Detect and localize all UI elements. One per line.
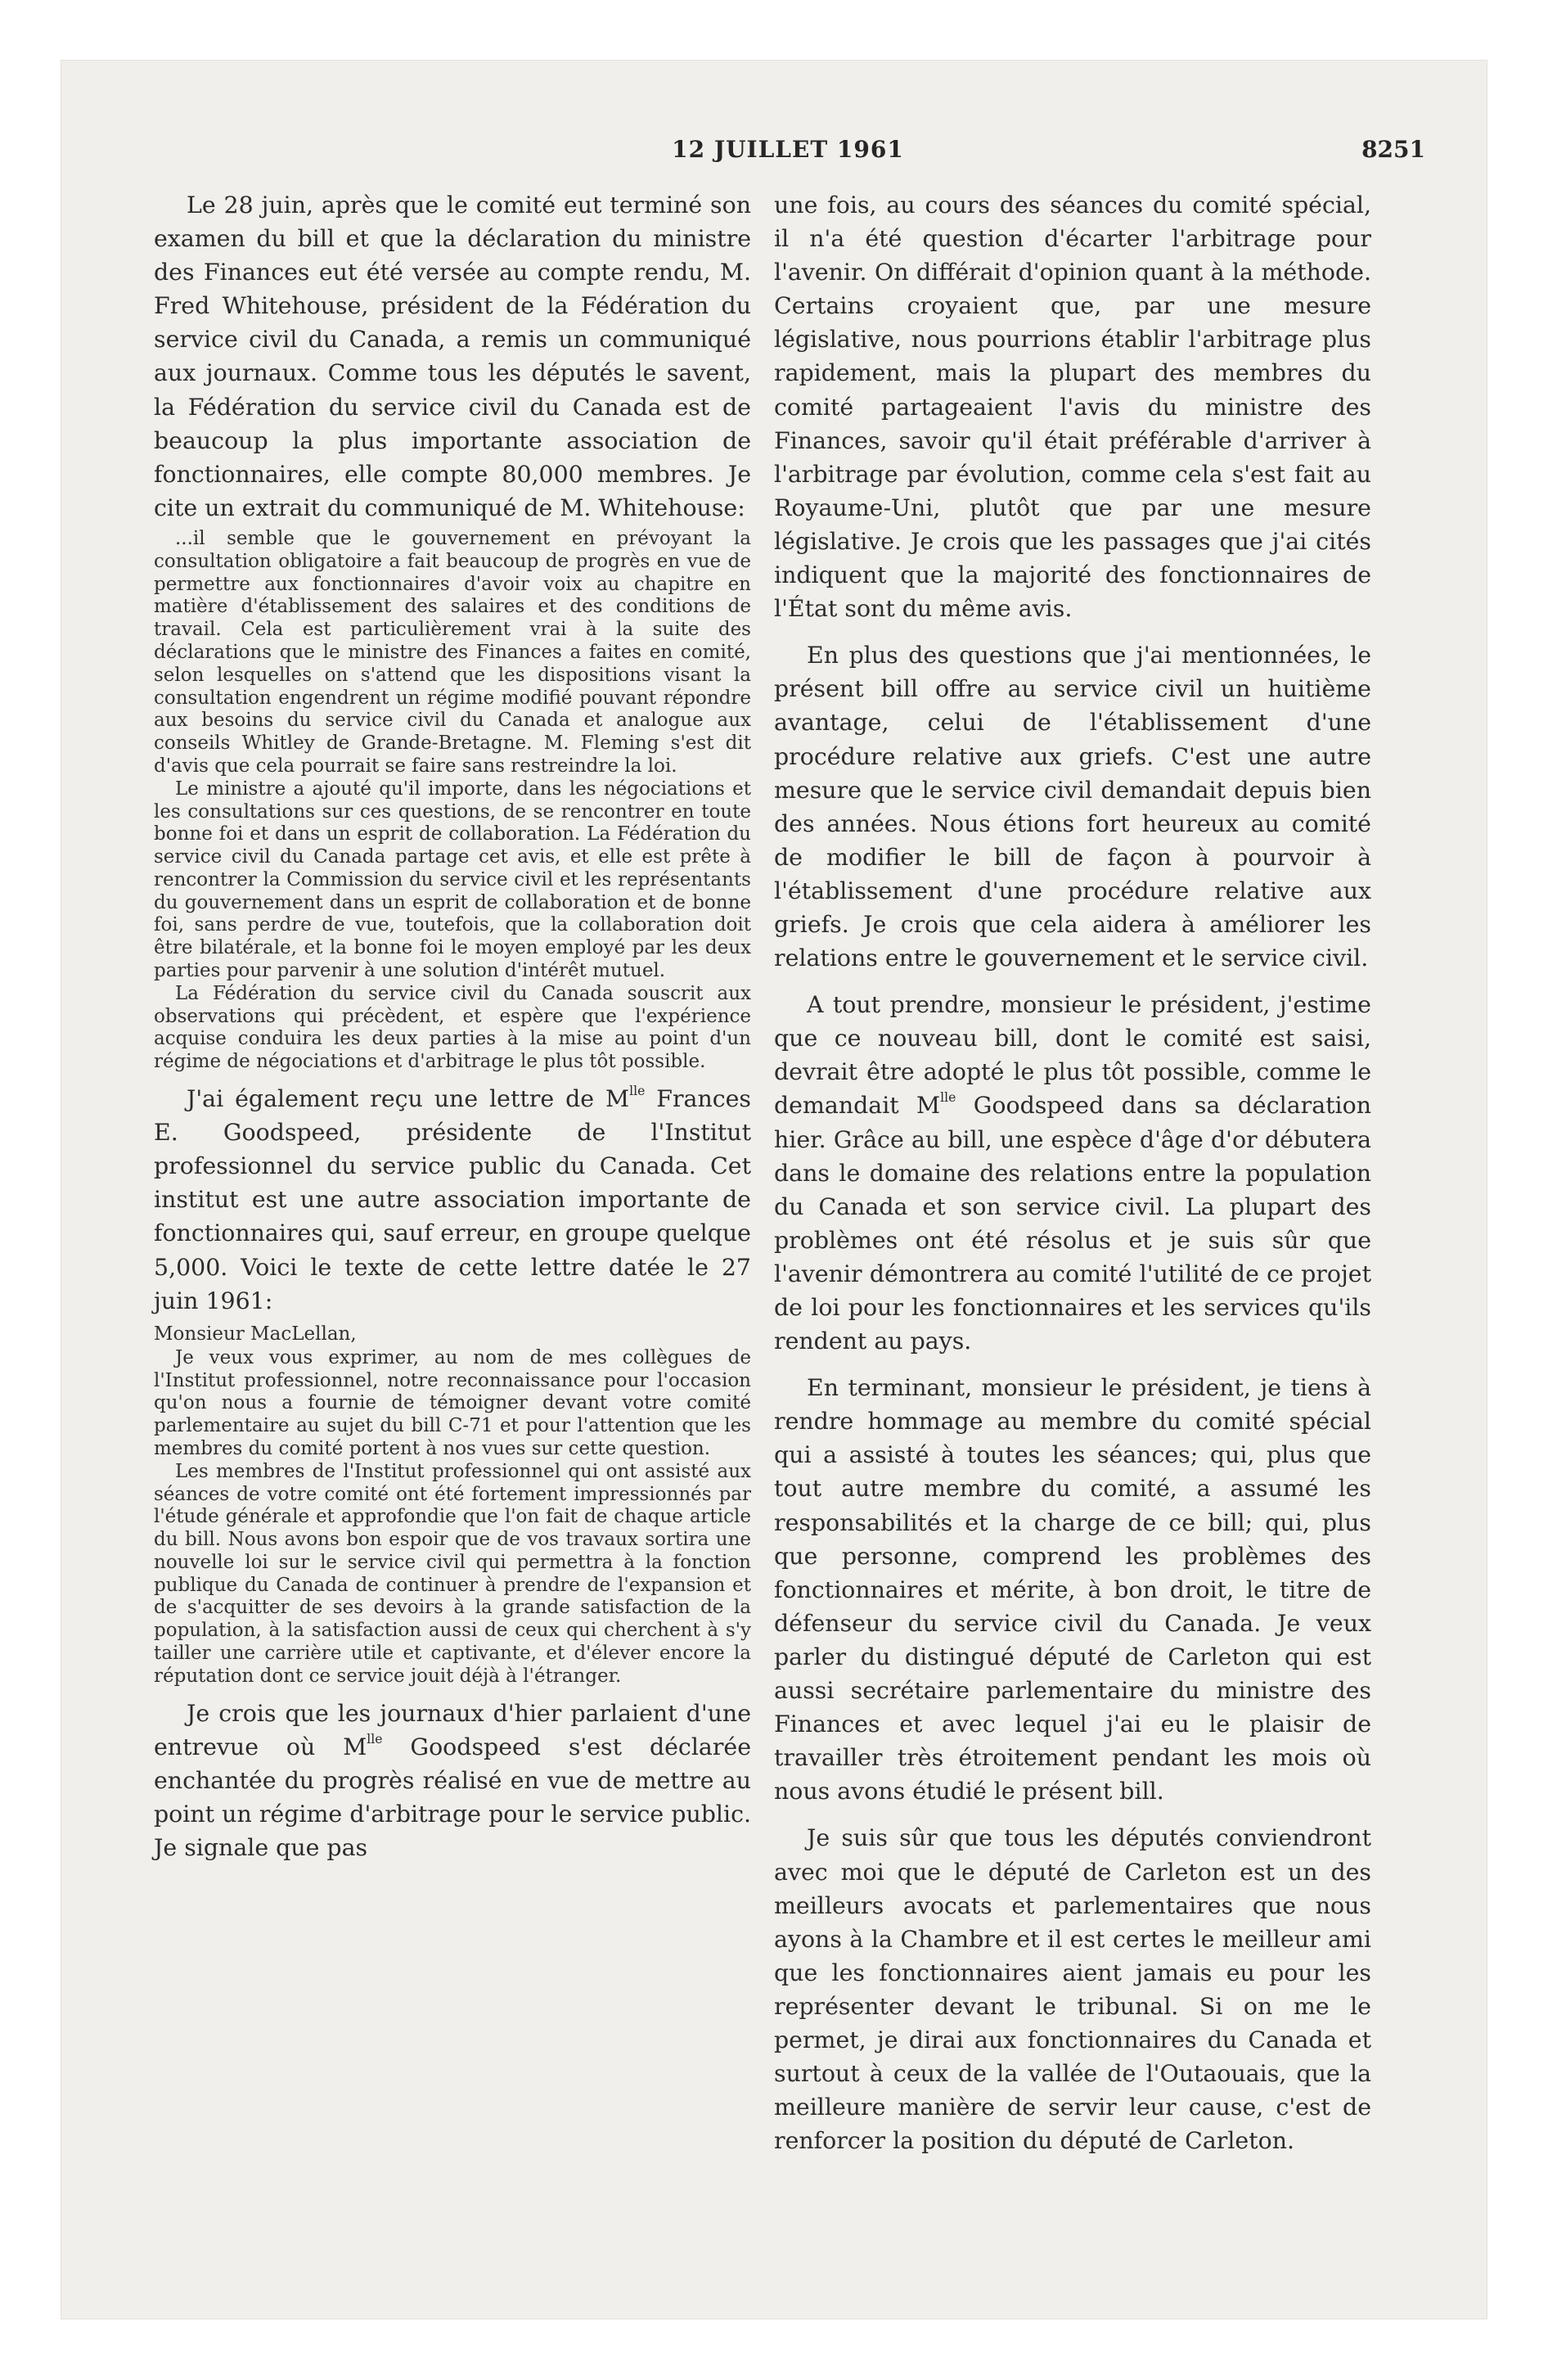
quoted-paragraph: La Fédération du service civil du Canada souscrit aux observations qui précèdent, et espère que l'expérience acquise conduira les deux parties à la mise au point d'un régime de négociations et d'arbitrage le plus tôt possible. — [154, 982, 751, 1073]
paragraph: Je suis sûr que tous les députés conviendront avec moi que le député de Carleton est un des meilleurs avocats et parlementaires que nous ayons à la Chambre et il est certes le meilleur ami que les fonctionnaires aient jamais eu pour les représenter devant le tribunal. Si on me le permet, je dirai aux fonctionnaires du Canada et surtout à ceux de la vallée de l'Outaouais, que la meilleure manière de servir leur cause, c'est de renforcer la position du député de Carleton. — [774, 1824, 1371, 2155]
left-column — [154, 188, 751, 1864]
superscript-mlle: lle — [367, 1731, 383, 1747]
paragraph: En terminant, monsieur le président, je tiens à rendre hommage au membre du comité spécial qui a assisté à toutes les séances; qui, plus que tout autre membre du comité, a assumé les responsabilités et la charge de ce bill; qui, plus que personne, comprend les problèmes des fonctionnaires et mérite, à bon droit, le titre de défenseur du service civil du Canada. Je veux parler du distingué député de Carleton qui est aussi secrétaire parlementaire du ministre des Finances et avec lequel j'ai eu le plaisir de travailler très étroitement pendant les mois où nous avons étudié le présent bill. — [774, 1374, 1371, 1805]
page-number: 8251 — [1361, 136, 1425, 163]
running-header — [151, 136, 1425, 169]
paragraph: Le 28 juin, après que le comité eut terminé son examen du bill et que la déclaration du ministre des Finances eut été versée au compte rendu, M. Fred Whitehouse, président de la Fédération du service civil du Canada, a remis un communiqué aux journaux. Comme tous les députés le savent, la Fédération du service civil du Canada est de beaucoup la plus importante association de fonctionnaires, elle compte 80,000 membres. Je cite un extrait du communiqué de M. Whitehouse: — [154, 192, 751, 521]
header-date: 12 JUILLET 1961 — [672, 136, 904, 163]
paragraph — [154, 1082, 751, 1318]
letter-salutation: Monsieur MacLellan, — [154, 1323, 357, 1345]
paragraph-text: J'ai également reçu une lettre de M — [187, 1085, 630, 1113]
paragraph-text: A tout prendre, monsieur le président, j'estime que ce nouveau bill, dont le comité est saisi, devrait être adopté le plus tôt possible, comme le demandait M — [774, 991, 1371, 1120]
quoted-paragraph: ...il semble que le gouvernement en prévoyant la consultation obligatoire a fait beaucoup de progrès en vue de permettre aux fonctionnaires d'avoir voix au chapitre en matière d'établissement des salaires et des conditions de travail. Cela est particulièrement vrai à la suite des déclarations que le ministre des Finances a faites en comité, selon lesquelles on s'attend que les dispositions visant la consultation engendrent un régime modifié pouvant répondre aux besoins du service civil du Canada et analogue aux conseils Whitley de Grande-Bretagne. M. Fleming s'est dit d'avis que cela pourrait se faire sans restreindre la loi. — [154, 527, 751, 777]
paragraph: une fois, au cours des séances du comité spécial, il n'a été question d'écarter l'arbitrage pour l'avenir. On différait d'opinion quant à la méthode. Certains croyaient que, par une mesure législative, nous pourrions établir l'arbitrage plus rapidement, mais la plupart des membres du comité partageaient l'avis du ministre des Finances, savoir qu'il était préférable d'arriver à l'arbitrage par évolution, comme cela s'est fait au Royaume-Uni, plutôt que par une mesure législative. Je crois que les passages que j'ai cités indiquent que la majorité des fonctionnaires de l'État sont du même avis. — [774, 192, 1371, 623]
paragraph-text: Je crois que les journaux d'hier parlaient d'une entrevue où M — [154, 1699, 751, 1760]
quoted-paragraph: Je veux vous exprimer, au nom de mes collègues de l'Institut professionnel, notre reconnaissance pour l'occasion qu'on nous a fournie de témoigner devant votre comité parlementaire au sujet du bill C-71 et pour l'attention que les membres du comité portent à nos vues sur cette question. — [154, 1346, 751, 1459]
paragraph-text: Goodspeed s'est déclarée enchantée du progrès réalisé en vue de mettre au point un régime d'arbitrage pour le service public. Je signale que pas — [154, 1733, 751, 1862]
paragraph-text: Frances E. Goodspeed, présidente de l'Institut professionnel du service public du Canada. Cet institut est une autre association importante de fonctionnaires qui, sauf erreur, en groupe quelque 5,000. Voici le texte de cette lettre datée le 27 juin 1961: — [154, 1085, 752, 1314]
superscript-mlle: lle — [629, 1084, 646, 1099]
right-column — [774, 188, 1371, 2157]
paragraph — [774, 988, 1371, 1358]
paragraph-text: Goodspeed dans sa déclaration hier. Grâce au bill, une espèce d'âge d'or débutera dans le domaine des relations entre la population du Canada et son service civil. La plupart des problèmes ont été résolus et je suis sûr que l'avenir démontrera au comité l'utilité de ce projet de loi pour les fonctionnaires et les services qu'ils rendent au pays. — [774, 1092, 1372, 1355]
quoted-paragraph: Les membres de l'Institut professionnel qui ont assisté aux séances de votre comité ont été fortement impressionnés par l'étude générale et approfondie que l'on fait de chaque article du bill. Nous avons bon espoir que de vos travaux sortira une nouvelle loi sur le service civil qui permettra à la fonction publique du Canada de continuer à prendre de l'expansion et de s'acquitter de ses devoirs à la grande satisfaction de la population, à la satisfaction aussi de ceux qui cherchent à s'y tailler une carrière utile et captivante, et d'élever encore la réputation dont ce service jouit déjà à l'étranger. — [154, 1460, 751, 1687]
superscript-mlle: lle — [940, 1090, 956, 1106]
quoted-paragraph: Le ministre a ajouté qu'il importe, dans les négociations et les consultations sur ces questions, de se rencontrer en toute bonne foi et dans un esprit de collaboration. La Fédération du service civil du Canada partage cet avis, et elle est prête à rencontrer la Commission du service civil et les représentants du gouvernement dans un esprit de collaboration et de bonne foi, sans perdre de vue, toutefois, que la collaboration doit être bilatérale, et la bonne foi le moyen employé par les deux parties pour parvenir à une solution d'intérêt mutuel. — [154, 778, 751, 982]
paragraph: En plus des questions que j'ai mentionnées, le présent bill offre au service civil un huitième avantage, celui de l'établissement d'une procédure relative aux griefs. C'est une autre mesure que le service civil demandait depuis bien des années. Nous étions fort heureux au comité de modifier le bill de façon à pourvoir à l'établissement d'une procédure relative aux griefs. Je crois que cela aidera à améliorer les relations entre le gouvernement et le service civil. — [774, 642, 1371, 972]
paragraph — [154, 1697, 751, 1864]
